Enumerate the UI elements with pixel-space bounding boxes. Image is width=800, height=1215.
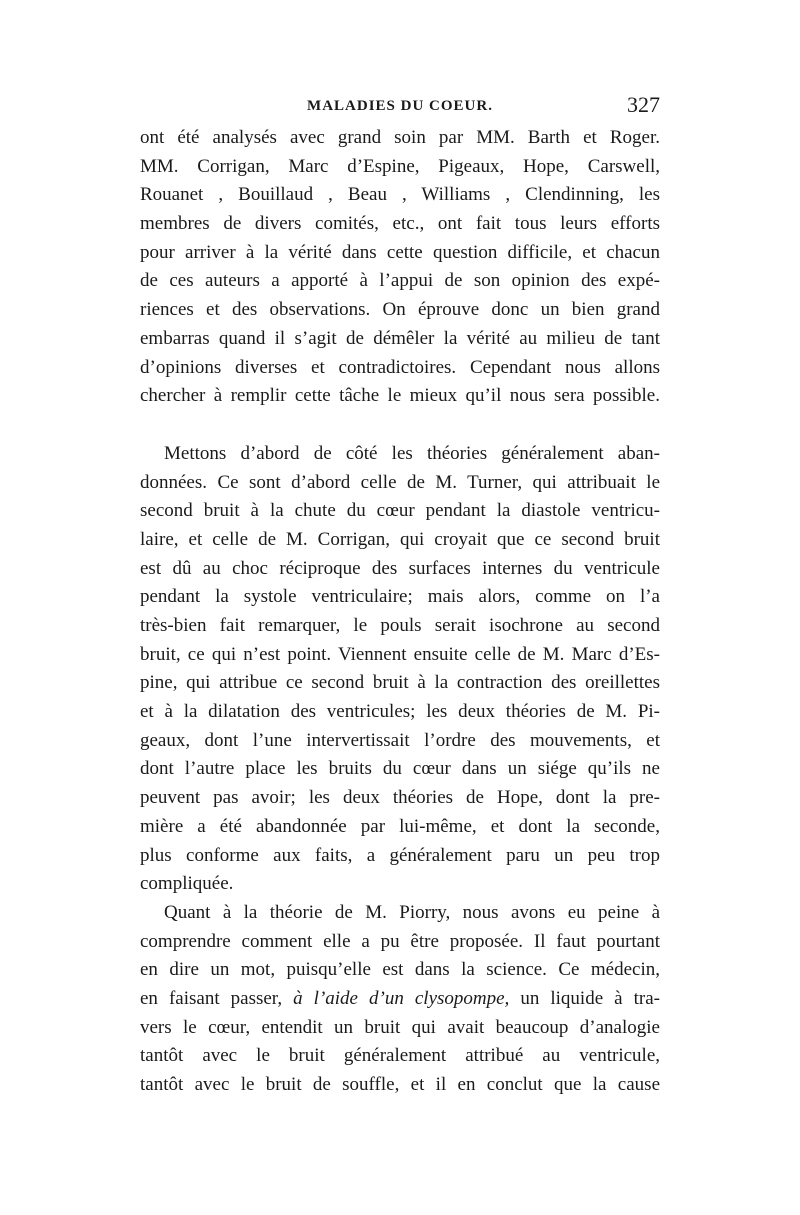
text-line: membres de divers comités, etc., ont fait tous leurs efforts (140, 213, 660, 235)
text-line: pine, qui attribue ce second bruit à la contraction des oreillettes (140, 672, 660, 694)
text-line: peuvent pas avoir; les deux théories de Hope, dont la pre- (140, 787, 660, 809)
text-line: Mettons d’abord de côté les théories généralement aban- (164, 442, 660, 464)
text-line: MM. Corrigan, Marc d’Espine, Pigeaux, Hope, Carswell, (140, 155, 660, 177)
paragraph-1 (140, 124, 660, 411)
text-line (140, 985, 660, 1014)
text-line: de ces auteurs a apporté à l’appui de son opinion des expé- (140, 270, 660, 292)
italic-phrase: à l’aide d’un clysopompe, (293, 987, 510, 1009)
text-line: tantôt avec le bruit de souffle, et il en conclut que la cause (140, 1074, 660, 1095)
paragraph-gap (140, 411, 660, 440)
text-line: tantôt avec le bruit généralement attribué au ventricule, (140, 1045, 660, 1067)
text-segment: un liquide à tra- (509, 987, 660, 1009)
text-line: bruit, ce qui n’est point. Viennent ensuite celle de M. Marc d’Es- (140, 643, 660, 665)
text-line: pour arriver à la vérité dans cette question difficile, et chacun (140, 241, 660, 263)
text-line: en dire un mot, puisqu’elle est dans la science. Ce médecin, (140, 959, 660, 981)
text-line: est dû au choc réciproque des surfaces internes du ventricule (140, 557, 660, 579)
text-line: second bruit à la chute du cœur pendant la diastole ventricu- (140, 500, 660, 522)
text-line: dont l’autre place les bruits du cœur dans un siége qu’ils ne (140, 758, 660, 780)
running-header (140, 92, 660, 120)
text-line: geaux, dont l’une intervertissait l’ordre des mouvements, et (140, 729, 660, 751)
text-line: et à la dilatation des ventricules; les deux théories de M. Pi- (140, 701, 660, 723)
text-line: vers le cœur, entendit un bruit qui avait beaucoup d’analogie (140, 1016, 660, 1038)
text-line: comprendre comment elle a pu être proposée. Il faut pourtant (140, 930, 660, 952)
text-line: compliquée. (140, 873, 234, 895)
text-line: très-bien fait remarquer, le pouls serait isochrone au second (140, 615, 660, 636)
text-line: mière a été abandonnée par lui-même, et dont la seconde, (140, 815, 660, 837)
paragraph-3 (140, 899, 660, 1100)
text-line: embarras quand il s’agit de démêler la vérité au milieu de tant (140, 327, 660, 349)
text-line: riences et des observations. On éprouve donc un bien grand (140, 299, 660, 321)
text-segment: en faisant passer, (140, 987, 294, 1009)
text-line: Rouanet , Bouillaud , Beau , Williams , Clendinning, les (140, 184, 660, 206)
text-line: Quant à la théorie de M. Piorry, nous avons eu peine à (164, 901, 660, 923)
text-line: ont été analysés avec grand soin par MM. Barth et Roger. (140, 127, 660, 148)
text-line: plus conforme aux faits, a généralement paru un peu trop (140, 844, 660, 866)
running-title: MALADIES DU COEUR. (307, 98, 493, 114)
paragraph-2 (140, 440, 660, 899)
text-line: chercher à remplir cette tâche le mieux qu’il nous sera possible. (140, 385, 660, 407)
text-line: laire, et celle de M. Corrigan, qui croyait que ce second bruit (140, 528, 660, 550)
text-line: pendant la systole ventriculaire; mais alors, comme on l’a (140, 586, 660, 608)
text-line: données. Ce sont d’abord celle de M. Turner, qui attribuait le (140, 471, 660, 493)
body-text (140, 124, 660, 1100)
page-number: 327 (627, 92, 660, 117)
text-line: d’opinions diverses et contradictoires. Cependant nous allons (140, 356, 660, 378)
